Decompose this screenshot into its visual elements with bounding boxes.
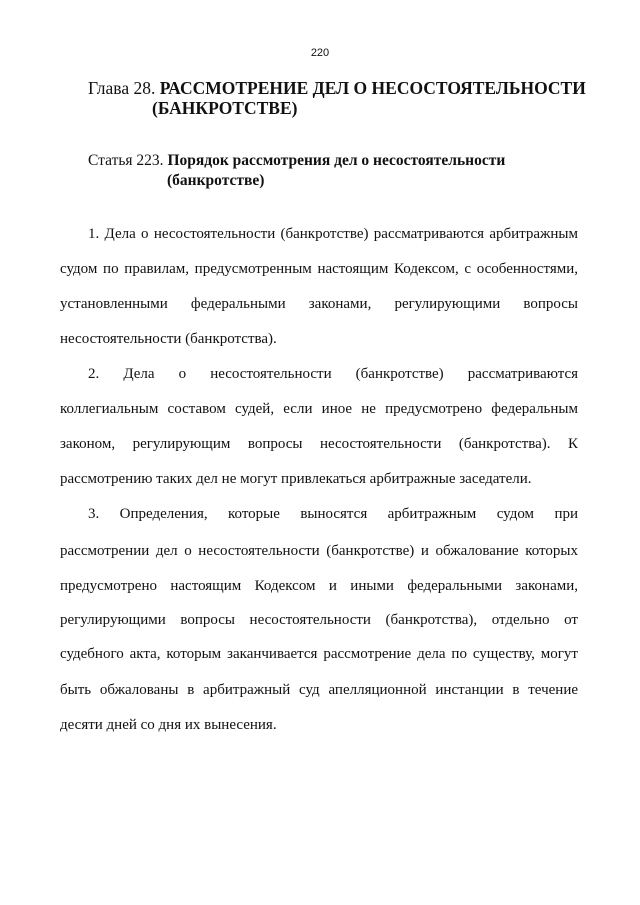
paragraph-3-line: регулирующими вопросы несостоятельности (банкротства), отдельно от: [60, 612, 578, 628]
chapter-heading: [88, 78, 586, 99]
article-heading: [88, 152, 505, 170]
article-title-line2: (банкротстве): [167, 172, 265, 189]
paragraph-2-line: законом, регулирующим вопросы несостоятельности (банкротства). К: [60, 436, 578, 452]
article-title: Порядок рассмотрения дел о несостоятельности: [167, 152, 506, 169]
paragraph-1-line: несостоятельности (банкротства).: [60, 331, 277, 347]
paragraph-2-line: рассмотрению таких дел не могут привлекаться арбитражные заседатели.: [60, 471, 532, 487]
paragraph-2-line: 2. Дела о несостоятельности (банкротстве) рассматриваются: [88, 366, 578, 382]
article-prefix: Статья 223.: [88, 152, 164, 169]
paragraph-3-line: 3. Определения, которые выносятся арбитражным судом при: [88, 506, 578, 522]
chapter-title-line2: (БАНКРОТСТВЕ): [152, 98, 298, 118]
paragraph-1-line: 1. Дела о несостоятельности (банкротстве) рассматриваются арбитражным: [88, 226, 578, 242]
paragraph-2-line: коллегиальным составом судей, если иное не предусмотрено федеральным: [60, 401, 578, 417]
paragraph-3-line: рассмотрении дел о несостоятельности (банкротстве) и обжалование которых: [60, 543, 578, 559]
chapter-prefix: Глава 28.: [88, 78, 156, 98]
paragraph-1-line: судом по правилам, предусмотренным настоящим Кодексом, с особенностями,: [60, 261, 578, 277]
page-number: 220: [310, 47, 330, 59]
paragraph-3-line: судебного акта, которым заканчивается рассмотрение дела по существу, могут: [60, 646, 578, 662]
chapter-title: РАССМОТРЕНИЕ ДЕЛ О НЕСОСТОЯТЕЛЬНОСТИ: [159, 78, 586, 98]
paragraph-3-line: быть обжалованы в арбитражный суд апелляционной инстанции в течение: [60, 682, 578, 698]
paragraph-3-line: десяти дней со дня их вынесения.: [60, 717, 277, 733]
paragraph-1-line: установленными федеральными законами, регулирующими вопросы: [60, 296, 578, 312]
paragraph-3-line: предусмотрено настоящим Кодексом и иными федеральными законами,: [60, 578, 578, 594]
